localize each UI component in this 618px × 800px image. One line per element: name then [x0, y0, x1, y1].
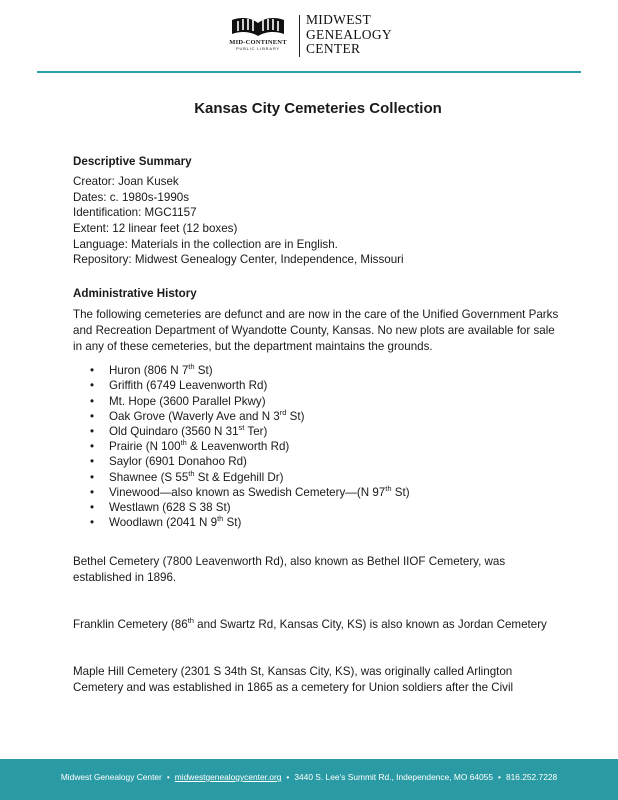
- list-item: • Shawnee (S 55th St & Edgehill Dr): [109, 470, 563, 485]
- list-item: • Griffith (6749 Leavenworth Rd): [109, 378, 563, 393]
- summary-line: Repository: Midwest Genealogy Center, Independence, Missouri: [73, 253, 404, 267]
- bethel-paragraph: Bethel Cemetery (7800 Leavenworth Rd), also known as Bethel IIOF Cemetery, was established in 1896.: [73, 555, 506, 584]
- cemetery-list: [73, 363, 563, 530]
- center-name: [306, 13, 392, 57]
- logo-divider: [299, 15, 300, 57]
- summary-line: Extent: 12 linear feet (12 boxes): [73, 221, 238, 235]
- footer-separator: •: [498, 772, 501, 782]
- list-item: • Woodlawn (2041 N 9th St): [109, 515, 563, 530]
- footer-website-link[interactable]: midwestgenealogycenter.org: [174, 772, 282, 782]
- list-item: • Mt. Hope (3600 Parallel Pkwy): [109, 394, 563, 409]
- footer-address: 3440 S. Lee’s Summit Rd., Independence, MO 64055: [294, 772, 493, 782]
- footer-separator: •: [166, 772, 170, 782]
- center-name-line: MIDWEST: [306, 12, 372, 27]
- open-book-icon: [230, 14, 286, 38]
- mcpl-logo: [220, 14, 296, 60]
- list-item: • Old Quindaro (3560 N 31st Ter): [109, 424, 563, 439]
- summary-line: Language: Materials in the collection are in English.: [73, 237, 338, 251]
- center-name-line: GENEALOGY: [306, 26, 392, 42]
- descriptive-summary-heading: Descriptive Summary: [73, 154, 192, 168]
- administrative-history-heading: Administrative History: [73, 286, 197, 300]
- library-subname: PUBLIC LIBRARY: [236, 46, 280, 51]
- footer-org: Midwest Genealogy Center: [60, 772, 162, 782]
- list-item: • Prairie (N 100th & Leavenworth Rd): [109, 439, 563, 454]
- list-item: • Huron (806 N 7th St): [109, 363, 563, 378]
- list-item: • Saylor (6901 Donahoo Rd): [109, 454, 563, 469]
- maple-hill-paragraph: Maple Hill Cemetery (2301 S 34th St, Kansas City, KS), was originally called Arlington Cemetery and was established in 1865 as a cemetery for Union soldiers after the Civil: [73, 665, 514, 694]
- center-name-line: CENTER: [306, 41, 361, 56]
- summary-line: Creator: Joan Kusek: [73, 175, 179, 189]
- franklin-paragraph: Franklin Cemetery (86th and Swartz Rd, Kansas City, KS) is also known as Jordan Cemetery: [73, 615, 547, 631]
- library-name: MID-CONTINENT: [229, 39, 287, 46]
- descriptive-summary: [73, 174, 563, 268]
- list-item: • Vinewood—also known as Swedish Cemetery—(N 97th St): [109, 485, 563, 500]
- list-item: • Westlawn (628 S 38 St): [109, 500, 563, 515]
- footer-separator: •: [286, 772, 290, 782]
- summary-line: Dates: c. 1980s-1990s: [73, 190, 190, 204]
- list-item: • Oak Grove (Waverly Ave and N 3rd St): [109, 409, 563, 424]
- header-rule: [37, 71, 581, 73]
- footer-phone: 816.252.7228: [505, 772, 558, 782]
- page-footer: [0, 759, 618, 800]
- administrative-history-intro: The following cemeteries are defunct and are now in the care of the Unified Government Parks and Recreation Department of Wyandotte County, Kansas. No new plots are available for sale in any of these cemeteries, but the department maintains the grounds.: [73, 308, 559, 353]
- page-title: Kansas City Cemeteries Collection: [194, 100, 442, 117]
- document-body: [73, 100, 563, 695]
- page-header: [0, 0, 618, 72]
- summary-line: Identification: MGC1157: [73, 206, 197, 220]
